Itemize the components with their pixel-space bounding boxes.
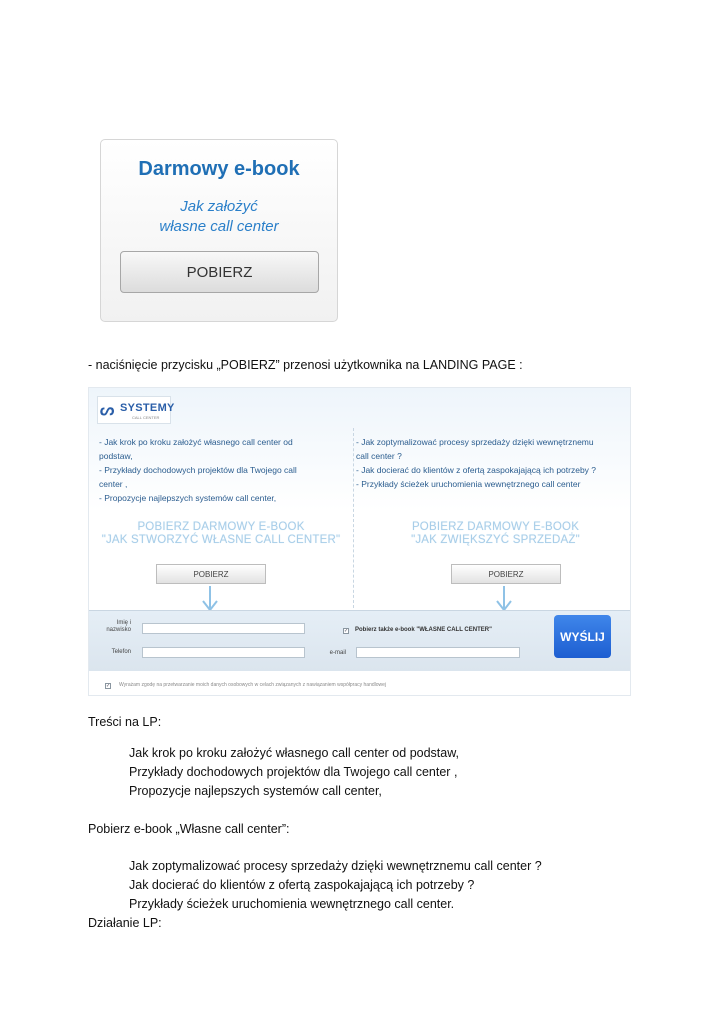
lp-form [89,610,630,671]
list-item: - Propozycje najlepszych systemów call center, [99,493,277,503]
lp-right-list [356,435,596,491]
list-item: - Jak docierać do klientów z ofertą zaspokajającą ich potrzeby ? [356,465,597,475]
left-down-arrow-icon [200,585,220,613]
section1-heading: Treści na LP: [88,715,162,729]
email-label: e-mail [329,650,346,656]
lp-left-download-button[interactable]: POBIERZ [156,564,266,584]
banner-subtitle-line1: Jak założyć [180,198,258,215]
lp-right-heading-line2: "JAK ZWIĘKSZYĆ SPRZEDAŻ" [411,534,580,546]
lp-left-heading-line2: "JAK STWORZYĆ WŁASNE CALL CENTER" [101,534,341,546]
list-item: - Jak krok po kroku założyć własnego call center od [99,437,293,447]
systemy-logo [97,396,175,424]
lp-left-list [99,435,297,505]
list-item: Przykłady ścieżek uruchomienia wewnętrznego call center. [129,897,455,911]
lp-left-heading [89,521,353,547]
right-down-arrow-icon [494,585,514,613]
consent-text: Wyrażam zgodę na przetwarzanie moich danych osobowych w celach związanych z nawiązaniem współpracy handlowej [119,682,387,688]
email-input[interactable] [356,647,520,658]
list-item: podstaw, [99,451,133,461]
name-label-line2: nazwisko [106,627,131,633]
banner-subtitle-line2: własne call center [159,218,279,235]
landing-page-screenshot [88,387,631,696]
banner-download-button[interactable]: POBIERZ [120,251,319,293]
list-item: Jak krok po kroku założyć własnego call center od podstaw, [129,746,460,760]
phone-label: Telefon [111,649,131,655]
also-ebook-checkbox[interactable]: ✓ [344,628,349,634]
also-ebook-label: Pobierz także e-book "WŁASNE CALL CENTER" [355,627,492,633]
section2-list [129,857,542,914]
logo-mark-icon: ᔕ [100,402,115,419]
lp-right-heading-line1: POBIERZ DARMOWY E-BOOK [411,521,580,533]
lp-left-heading-line1: POBIERZ DARMOWY E-BOOK [137,521,305,533]
logo-name: SYSTEMY [120,402,175,414]
logo-sub: CALL CENTER [132,415,160,420]
list-item: - Przykłady ścieżek uruchomienia wewnętrznego call center [356,479,581,489]
phone-input[interactable] [142,647,305,658]
name-input[interactable] [142,623,305,634]
list-item: Jak zoptymalizować procesy sprzedaży dzięki wewnętrznemu call center ? [129,859,542,873]
banner-title: Darmowy e-book [138,158,300,180]
ebook-banner [100,139,338,322]
section3-heading: Działanie LP: [88,916,162,930]
section2-heading: Pobierz e-book „Własne call center”: [88,822,290,836]
lp-right-heading [359,521,631,547]
lp-divider [353,428,354,608]
list-item: Przykłady dochodowych projektów dla Twojego call center , [129,765,458,779]
lp-right-download-button[interactable]: POBIERZ [451,564,561,584]
list-item: - Jak zoptymalizować procesy sprzedaży dzięki wewnętrznemu [356,437,594,447]
list-item: call center ? [356,451,402,461]
section1-list [129,744,459,801]
intro-text: - naciśnięcie przycisku „POBIERZ” przenosi użytkownika na LANDING PAGE : [88,358,523,372]
list-item: center , [99,479,128,489]
send-button[interactable]: WYŚLIJ [554,615,611,658]
consent-checkbox[interactable]: ✓ [106,683,111,689]
list-item: - Przykłady dochodowych projektów dla Twojego call [99,465,297,475]
list-item: Jak docierać do klientów z ofertą zaspokajającą ich potrzeby ? [129,878,475,892]
name-label-line1: Imię i [116,620,131,626]
name-label [93,620,131,634]
list-item: Propozycje najlepszych systemów call center, [129,784,382,798]
